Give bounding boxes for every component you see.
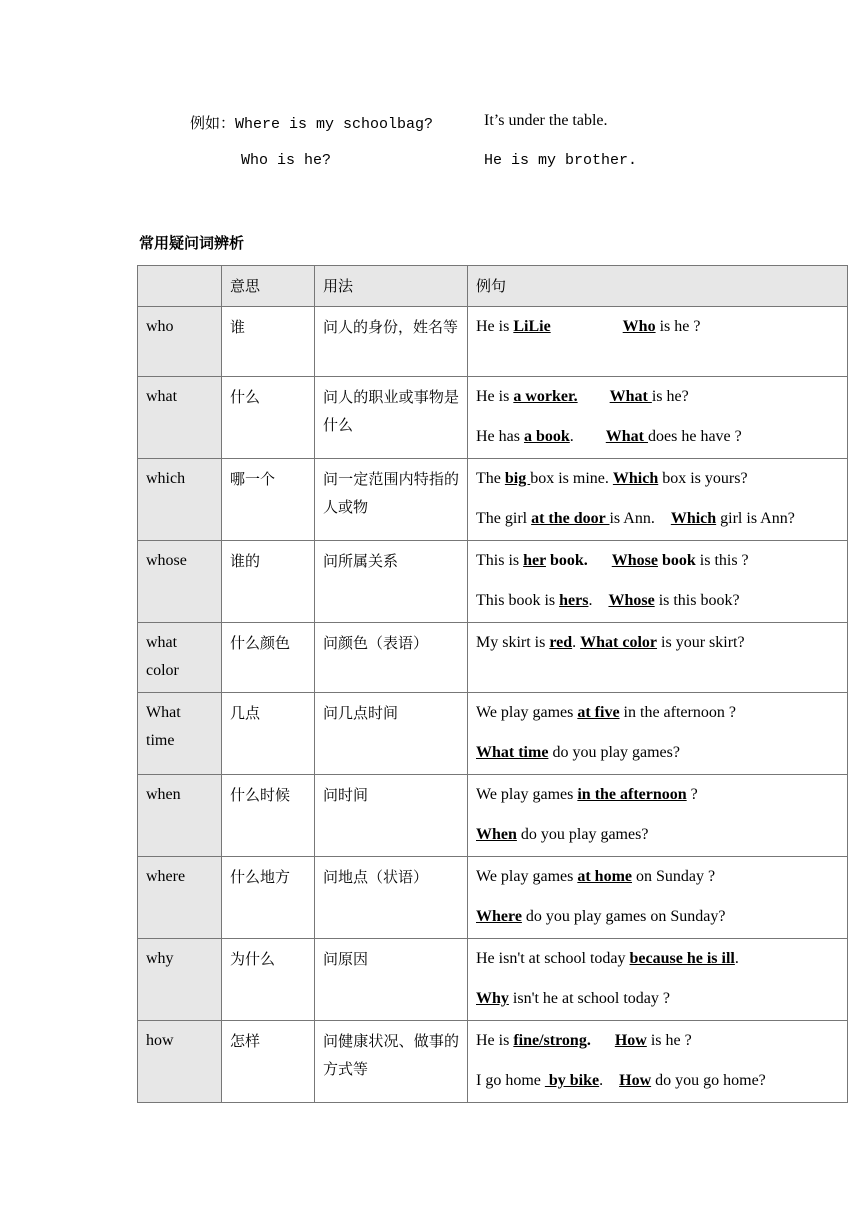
example-sentence xyxy=(476,863,839,891)
example-cell xyxy=(468,377,848,459)
example-text: We play games xyxy=(476,704,578,721)
usage-cell: 问所属关系 xyxy=(315,541,468,623)
answer-keyword: What color xyxy=(580,634,658,651)
example-sentence xyxy=(476,587,839,615)
meaning-cell: 几点 xyxy=(222,693,315,775)
table-row xyxy=(138,307,848,377)
example-sentence xyxy=(476,383,839,411)
word-cell: What time xyxy=(138,693,222,775)
example-cell xyxy=(468,939,848,1021)
word-cell: who xyxy=(138,307,222,377)
example-text: does he have ? xyxy=(648,428,742,445)
example-text: He is xyxy=(476,1032,514,1049)
answer-keyword: a worker. xyxy=(513,388,578,405)
header-cell-meaning: 意思 xyxy=(222,266,315,307)
word-cell: when xyxy=(138,775,222,857)
table-row xyxy=(138,377,848,459)
example-sentence xyxy=(476,1067,839,1095)
example-text: . xyxy=(586,1032,591,1049)
example-text: I go home xyxy=(476,1072,545,1089)
example-text: book xyxy=(657,552,696,569)
example-text: is he ? xyxy=(655,318,701,335)
answer-keyword: big xyxy=(504,470,531,487)
example-text: is he? xyxy=(651,388,689,405)
example-text xyxy=(591,1032,615,1049)
answer-keyword: a book xyxy=(523,428,570,445)
usage-cell: 问颜色（表语） xyxy=(315,623,468,693)
word-cell: why xyxy=(138,939,222,1021)
example-cell xyxy=(468,693,848,775)
usage-cell: 问几点时间 xyxy=(315,693,468,775)
usage-cell: 问人的职业或事物是什么 xyxy=(315,377,468,459)
example-text: My skirt is xyxy=(476,634,550,651)
answer-keyword: Whose xyxy=(611,552,658,569)
meaning-cell: 什么时候 xyxy=(222,775,315,857)
usage-cell: 问一定范围内特指的人或物 xyxy=(315,459,468,541)
example-text: He is xyxy=(476,388,514,405)
example-text: This is xyxy=(476,552,524,569)
answer-keyword: her xyxy=(523,552,546,569)
meaning-cell: 什么地方 xyxy=(222,857,315,939)
word-cell: which xyxy=(138,459,222,541)
example-sentence xyxy=(476,423,839,451)
answer-keyword: fine/strong xyxy=(513,1032,587,1049)
intro-answer-1: It’s under the table. xyxy=(484,112,608,129)
example-text xyxy=(551,318,623,335)
answer-keyword: Which xyxy=(670,510,717,527)
meaning-cell: 怎样 xyxy=(222,1021,315,1103)
meaning-cell: 谁的 xyxy=(222,541,315,623)
example-text: book. xyxy=(545,552,588,569)
example-sentence xyxy=(476,945,839,973)
example-text: is he ? xyxy=(646,1032,692,1049)
example-text: box is mine. xyxy=(530,470,613,487)
table-row xyxy=(138,775,848,857)
example-text xyxy=(588,552,612,569)
intro-question-1: 例如：Where is my schoolbag? xyxy=(190,116,434,133)
example-text: is this book? xyxy=(654,592,740,609)
word-cell: what xyxy=(138,377,222,459)
example-text: The xyxy=(476,470,505,487)
example-sentence xyxy=(476,781,839,809)
question-words-table xyxy=(137,265,848,1103)
usage-cell: 问地点（状语） xyxy=(315,857,468,939)
answer-keyword: How xyxy=(619,1072,652,1089)
example-sentence xyxy=(476,903,839,931)
header-cell-usage: 用法 xyxy=(315,266,468,307)
example-text xyxy=(578,388,610,405)
example-text: The girl xyxy=(476,510,532,527)
meaning-cell: 为什么 xyxy=(222,939,315,1021)
example-text: . xyxy=(572,634,581,651)
answer-keyword: hers xyxy=(559,592,589,609)
meaning-cell: 哪一个 xyxy=(222,459,315,541)
word-cell: what color xyxy=(138,623,222,693)
example-text: He has xyxy=(476,428,524,445)
example-text: is your skirt? xyxy=(657,634,745,651)
answer-keyword: LiLie xyxy=(513,318,551,335)
example-text: He is xyxy=(476,318,514,335)
answer-keyword: What xyxy=(605,428,649,445)
example-text: We play games xyxy=(476,868,578,885)
intro-question-2: Who is he? xyxy=(241,152,332,169)
answer-keyword: at home xyxy=(577,868,632,885)
example-cell xyxy=(468,307,848,377)
answer-keyword: Which xyxy=(612,470,659,487)
example-text: . xyxy=(734,950,739,967)
example-text: do you play games on Sunday? xyxy=(521,908,726,925)
example-text: . xyxy=(569,428,606,445)
answer-keyword: at five xyxy=(577,704,620,721)
answer-keyword: Who xyxy=(622,318,656,335)
example-text: on Sunday ? xyxy=(632,868,716,885)
example-text: ? xyxy=(686,786,698,803)
header-cell-word xyxy=(138,266,222,307)
example-sentence xyxy=(476,1027,839,1055)
example-sentence xyxy=(476,985,839,1013)
table-row xyxy=(138,459,848,541)
example-cell xyxy=(468,541,848,623)
answer-keyword: at the door xyxy=(531,510,610,527)
example-sentence xyxy=(476,547,839,575)
example-text: . xyxy=(588,592,609,609)
section-title: 常用疑问词辨析 xyxy=(139,234,245,252)
example-sentence xyxy=(476,699,839,727)
table-row xyxy=(138,857,848,939)
example-text: . xyxy=(599,1072,620,1089)
word-cell: how xyxy=(138,1021,222,1103)
table-row xyxy=(138,939,848,1021)
example-text: isn't he at school today ? xyxy=(508,990,670,1007)
table-header-row xyxy=(138,266,848,307)
example-text: box is yours? xyxy=(658,470,748,487)
example-text: in the afternoon ? xyxy=(619,704,736,721)
meaning-cell: 什么颜色 xyxy=(222,623,315,693)
usage-cell: 问健康状况、做事的方式等 xyxy=(315,1021,468,1103)
example-text: girl is Ann? xyxy=(716,510,795,527)
header-cell-example: 例句 xyxy=(468,266,848,307)
example-cell xyxy=(468,857,848,939)
table-row xyxy=(138,693,848,775)
example-sentence xyxy=(476,739,839,767)
answer-keyword: When xyxy=(476,826,517,843)
answer-keyword: What xyxy=(609,388,652,405)
example-text: do you play games? xyxy=(548,744,680,761)
answer-keyword: red xyxy=(549,634,573,651)
usage-cell: 问时间 xyxy=(315,775,468,857)
answer-keyword: What time xyxy=(476,744,549,761)
usage-cell: 问原因 xyxy=(315,939,468,1021)
example-sentence xyxy=(476,629,839,657)
word-cell: whose xyxy=(138,541,222,623)
example-sentence xyxy=(476,505,839,533)
example-sentence xyxy=(476,465,839,493)
answer-keyword: by bike xyxy=(544,1072,600,1089)
table-row xyxy=(138,623,848,693)
example-sentence xyxy=(476,313,839,341)
example-text: do you play games? xyxy=(516,826,649,843)
example-sentence xyxy=(476,821,839,849)
example-cell xyxy=(468,1021,848,1103)
example-text: He isn't at school today xyxy=(476,950,630,967)
example-cell xyxy=(468,459,848,541)
example-cell xyxy=(468,623,848,693)
answer-keyword: in the afternoon xyxy=(577,786,687,803)
example-text: We play games xyxy=(476,786,578,803)
answer-keyword: because he is ill xyxy=(629,950,735,967)
table-row xyxy=(138,541,848,623)
meaning-cell: 谁 xyxy=(222,307,315,377)
answer-keyword: Why xyxy=(476,990,509,1007)
example-text: is Ann. xyxy=(609,510,671,527)
table-row xyxy=(138,1021,848,1103)
example-text: This book is xyxy=(476,592,560,609)
answer-keyword: Where xyxy=(476,908,522,925)
example-text: do you go home? xyxy=(651,1072,766,1089)
answer-keyword: Whose xyxy=(608,592,655,609)
intro-answer-2: He is my brother. xyxy=(484,152,638,169)
example-text: is this ? xyxy=(695,552,749,569)
example-cell xyxy=(468,775,848,857)
usage-cell: 问人的身份，姓名等 xyxy=(315,307,468,377)
answer-keyword: How xyxy=(614,1032,647,1049)
meaning-cell: 什么 xyxy=(222,377,315,459)
word-cell: where xyxy=(138,857,222,939)
